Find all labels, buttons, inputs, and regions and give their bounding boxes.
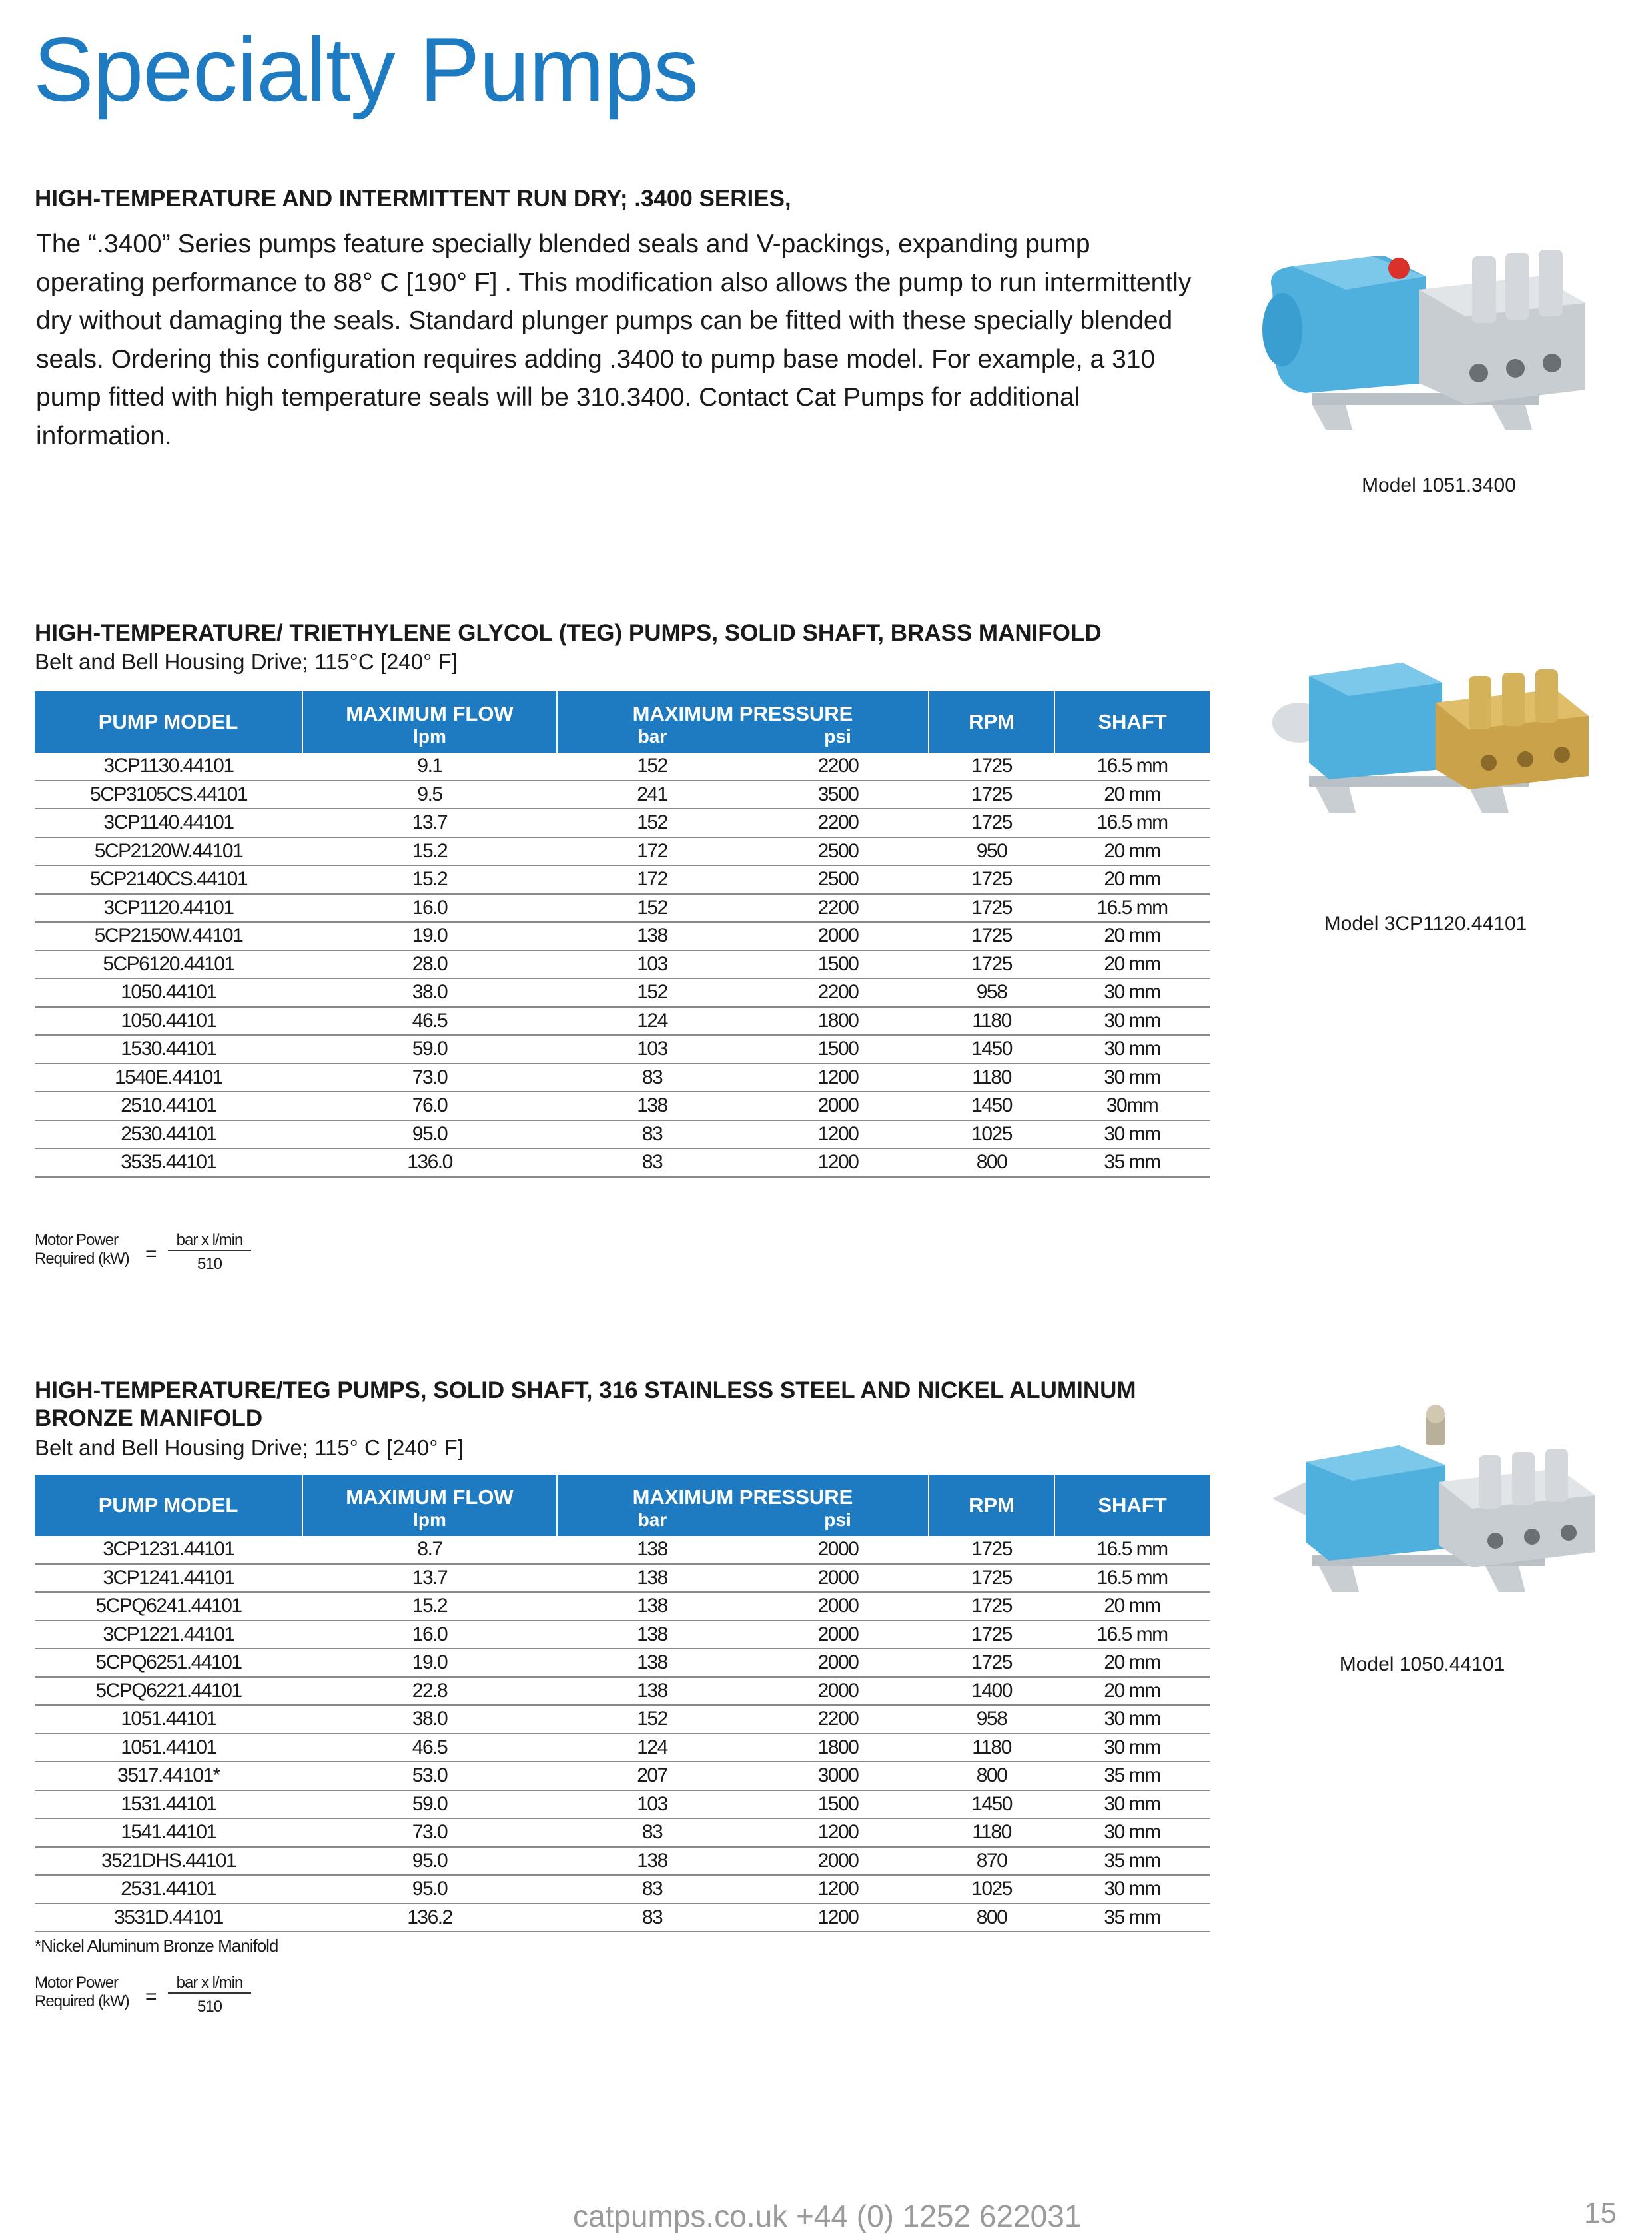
cell-pressure-bar: 152 (557, 1705, 747, 1734)
cell-pump-model: 5CPQ6241.44101 (35, 1592, 302, 1621)
cell-max-flow-lpm: 22.8 (302, 1677, 557, 1706)
section3-subheading: Belt and Bell Housing Drive; 115° C [240° F] (35, 1435, 464, 1460)
cell-max-flow-lpm: 19.0 (302, 1649, 557, 1677)
cell-pressure-psi: 1200 (747, 1904, 929, 1932)
cell-pressure-psi: 2200 (747, 894, 929, 923)
section1-image-caption: Model 1051.3400 (1362, 474, 1516, 496)
cell-max-flow-lpm: 73.0 (302, 1818, 557, 1847)
table-row (35, 1064, 1210, 1092)
formula-numerator: bar x l/min (168, 1974, 251, 1994)
cell-shaft: 30 mm (1054, 1734, 1210, 1762)
cell-shaft: 30 mm (1054, 1790, 1210, 1819)
cell-max-flow-lpm: 13.7 (302, 809, 557, 837)
table-row (35, 1092, 1210, 1120)
header-max-flow: MAXIMUM FLOW (302, 691, 557, 726)
header-rpm: RPM (929, 1475, 1054, 1536)
table-row (35, 1564, 1210, 1593)
footer-contact: catpumps.co.uk +44 (0) 1252 622031 (573, 2199, 1082, 2233)
cell-pump-model: 5CP6120.44101 (35, 950, 302, 979)
cell-rpm: 1725 (929, 753, 1054, 781)
cell-pressure-bar: 207 (557, 1762, 747, 1790)
motor-power-formula (35, 1231, 381, 1278)
cell-pump-model: 5CPQ6221.44101 (35, 1677, 302, 1706)
pump-1051-3400-image (1252, 230, 1619, 436)
cell-rpm: 958 (929, 978, 1054, 1007)
formula-label-line1: Motor Power (35, 1974, 119, 1992)
cell-pressure-bar: 152 (557, 978, 747, 1007)
section1-body: The “.3400” Series pumps feature specially blended seals and V-packings, expanding pump operating performance to 88° C [190° F] . This modification also allows the pump to run intermittently dry without damaging the seals. Standard plunger pumps can be fitted with these specially blended seals. Ordering this configuration requires adding .3400 to pump base model. For example, a 310 pump fitted with high temperature seals will be 310.3400. Contact Cat Pumps for additional information. (36, 230, 1192, 450)
header-max-pressure: MAXIMUM PRESSURE (557, 691, 929, 726)
cell-pressure-psi: 2000 (747, 1536, 929, 1564)
cell-rpm: 1450 (929, 1035, 1054, 1064)
cell-max-flow-lpm: 59.0 (302, 1790, 557, 1819)
cell-pressure-bar: 83 (557, 1148, 747, 1177)
cell-pressure-bar: 138 (557, 1092, 747, 1120)
cell-pump-model: 1050.44101 (35, 978, 302, 1007)
cell-rpm: 800 (929, 1904, 1054, 1932)
cell-max-flow-lpm: 73.0 (302, 1064, 557, 1092)
cell-pump-model: 3517.44101* (35, 1762, 302, 1790)
cell-pump-model: 1050.44101 (35, 1007, 302, 1036)
cell-shaft: 30 mm (1054, 1875, 1210, 1904)
cell-pump-model: 3CP1140.44101 (35, 809, 302, 837)
table-row (35, 1762, 1210, 1790)
cell-pressure-bar: 138 (557, 1536, 747, 1564)
cell-pump-model: 2510.44101 (35, 1092, 302, 1120)
cell-rpm: 800 (929, 1148, 1054, 1177)
formula-denominator: 510 (197, 1998, 222, 2016)
table-row (35, 1621, 1210, 1649)
formula-label-line2: Required (kW) (35, 1250, 129, 1268)
cell-pressure-bar: 152 (557, 809, 747, 837)
header-pump-model: PUMP MODEL (35, 691, 302, 753)
cell-pressure-psi: 1200 (747, 1818, 929, 1847)
section2-image-caption: Model 3CP1120.44101 (1324, 913, 1527, 934)
pump-3cp1120-image (1269, 623, 1602, 823)
cell-pressure-bar: 83 (557, 1120, 747, 1149)
table-row (35, 1120, 1210, 1149)
cell-pump-model: 3CP1120.44101 (35, 894, 302, 923)
table-row (35, 1847, 1210, 1876)
cell-pressure-psi: 1500 (747, 1790, 929, 1819)
cell-pressure-psi: 1200 (747, 1875, 929, 1904)
cell-max-flow-lpm: 8.7 (302, 1536, 557, 1564)
cell-rpm: 1450 (929, 1790, 1054, 1819)
cell-pressure-psi: 2200 (747, 1705, 929, 1734)
header-shaft: SHAFT (1054, 1475, 1210, 1536)
header-psi: psi (747, 726, 929, 753)
cell-pressure-bar: 83 (557, 1875, 747, 1904)
cell-pump-model: 3CP1221.44101 (35, 1621, 302, 1649)
cell-pressure-psi: 3500 (747, 781, 929, 809)
section3-heading: HIGH-TEMPERATURE/TEG PUMPS, SOLID SHAFT, 316 STAINLESS STEEL AND NICKEL ALUMINUM BRONZE MANIFOLD (35, 1377, 1136, 1431)
cell-shaft: 20 mm (1054, 950, 1210, 979)
cell-shaft: 30 mm (1054, 1818, 1210, 1847)
cell-pressure-bar: 124 (557, 1734, 747, 1762)
header-pump-model: PUMP MODEL (35, 1475, 302, 1536)
motor-power-formula (35, 1974, 381, 2020)
cell-rpm: 1725 (929, 1592, 1054, 1621)
section3-image-caption: Model 1050.44101 (1339, 1653, 1505, 1675)
cell-max-flow-lpm: 19.0 (302, 922, 557, 950)
table-row (35, 1875, 1210, 1904)
cell-pressure-bar: 138 (557, 1564, 747, 1593)
table-row (35, 922, 1210, 950)
cell-shaft: 20 mm (1054, 865, 1210, 894)
table-row (35, 865, 1210, 894)
header-psi: psi (747, 1509, 929, 1536)
cell-shaft: 16.5 mm (1054, 809, 1210, 837)
cell-shaft: 20 mm (1054, 837, 1210, 866)
cell-shaft: 16.5 mm (1054, 1621, 1210, 1649)
formula-label-line1: Motor Power (35, 1231, 119, 1249)
table-row (35, 1592, 1210, 1621)
cell-pressure-bar: 172 (557, 865, 747, 894)
section1-heading: HIGH-TEMPERATURE AND INTERMITTENT RUN DRY; .3400 SERIES, (35, 186, 791, 212)
cell-pump-model: 2531.44101 (35, 1875, 302, 1904)
cell-pressure-psi: 2000 (747, 1092, 929, 1120)
cell-rpm: 950 (929, 837, 1054, 866)
formula-numerator: bar x l/min (168, 1231, 251, 1251)
cell-pressure-bar: 83 (557, 1904, 747, 1932)
cell-max-flow-lpm: 95.0 (302, 1875, 557, 1904)
cell-pressure-psi: 1500 (747, 1035, 929, 1064)
cell-shaft: 20 mm (1054, 1677, 1210, 1706)
cell-shaft: 30 mm (1054, 1705, 1210, 1734)
cell-shaft: 16.5 mm (1054, 894, 1210, 923)
header-bar: bar (557, 1509, 747, 1536)
cell-pump-model: 3521DHS.44101 (35, 1847, 302, 1876)
cell-shaft: 30 mm (1054, 1007, 1210, 1036)
teg-stainless-pump-table (35, 1475, 1210, 1932)
table-row (35, 1007, 1210, 1036)
cell-max-flow-lpm: 38.0 (302, 1705, 557, 1734)
formula-label-line2: Required (kW) (35, 1992, 129, 2010)
cell-rpm: 1400 (929, 1677, 1054, 1706)
teg-brass-pump-table (35, 691, 1210, 1178)
cell-pressure-bar: 152 (557, 753, 747, 781)
cell-pressure-psi: 1800 (747, 1007, 929, 1036)
cell-pressure-psi: 2000 (747, 1847, 929, 1876)
cell-pressure-psi: 2500 (747, 865, 929, 894)
cell-pressure-psi: 2200 (747, 978, 929, 1007)
formula-denominator: 510 (197, 1255, 222, 1273)
cell-rpm: 1725 (929, 1536, 1054, 1564)
cell-pump-model: 5CP2140CS.44101 (35, 865, 302, 894)
cell-rpm: 1725 (929, 894, 1054, 923)
cell-shaft: 35 mm (1054, 1847, 1210, 1876)
cell-pump-model: 3535.44101 (35, 1148, 302, 1177)
cell-pressure-bar: 138 (557, 1677, 747, 1706)
cell-shaft: 16.5 mm (1054, 1536, 1210, 1564)
cell-rpm: 1725 (929, 865, 1054, 894)
cell-shaft: 35 mm (1054, 1762, 1210, 1790)
cell-max-flow-lpm: 76.0 (302, 1092, 557, 1120)
cell-max-flow-lpm: 13.7 (302, 1564, 557, 1593)
cell-rpm: 1180 (929, 1064, 1054, 1092)
cell-max-flow-lpm: 136.2 (302, 1904, 557, 1932)
cell-max-flow-lpm: 46.5 (302, 1007, 557, 1036)
cell-rpm: 1725 (929, 950, 1054, 979)
cell-shaft: 30 mm (1054, 978, 1210, 1007)
header-max-flow: MAXIMUM FLOW (302, 1475, 557, 1509)
cell-rpm: 1725 (929, 809, 1054, 837)
cell-pressure-bar: 152 (557, 894, 747, 923)
cell-pressure-psi: 2500 (747, 837, 929, 866)
cell-pump-model: 1540E.44101 (35, 1064, 302, 1092)
cell-pressure-bar: 103 (557, 950, 747, 979)
cell-rpm: 1180 (929, 1818, 1054, 1847)
cell-shaft: 30 mm (1054, 1064, 1210, 1092)
cell-shaft: 16.5 mm (1054, 1564, 1210, 1593)
table-row (35, 1035, 1210, 1064)
cell-pump-model: 3CP1241.44101 (35, 1564, 302, 1593)
cell-pump-model: 3CP1130.44101 (35, 753, 302, 781)
header-rpm: RPM (929, 691, 1054, 753)
table-row (35, 809, 1210, 837)
cell-shaft: 30 mm (1054, 1035, 1210, 1064)
cell-rpm: 1025 (929, 1120, 1054, 1149)
header-bar: bar (557, 726, 747, 753)
cell-rpm: 800 (929, 1762, 1054, 1790)
cell-shaft: 16.5 mm (1054, 753, 1210, 781)
cell-max-flow-lpm: 15.2 (302, 1592, 557, 1621)
cell-pressure-psi: 2000 (747, 922, 929, 950)
cell-pump-model: 1531.44101 (35, 1790, 302, 1819)
cell-rpm: 870 (929, 1847, 1054, 1876)
cell-max-flow-lpm: 9.5 (302, 781, 557, 809)
cell-shaft: 35 mm (1054, 1904, 1210, 1932)
table-row (35, 1677, 1210, 1706)
page-number: 15 (1584, 2197, 1617, 2229)
cell-pressure-psi: 1200 (747, 1148, 929, 1177)
cell-pressure-psi: 2200 (747, 753, 929, 781)
cell-rpm: 1725 (929, 922, 1054, 950)
header-shaft: SHAFT (1054, 691, 1210, 753)
cell-pump-model: 1051.44101 (35, 1705, 302, 1734)
cell-pump-model: 3CP1231.44101 (35, 1536, 302, 1564)
cell-shaft: 30mm (1054, 1092, 1210, 1120)
cell-max-flow-lpm: 53.0 (302, 1762, 557, 1790)
cell-rpm: 1725 (929, 781, 1054, 809)
cell-max-flow-lpm: 9.1 (302, 753, 557, 781)
section3-footnote: *Nickel Aluminum Bronze Manifold (35, 1936, 278, 1956)
cell-pump-model: 5CP2120W.44101 (35, 837, 302, 866)
cell-pump-model: 1541.44101 (35, 1818, 302, 1847)
cell-max-flow-lpm: 16.0 (302, 894, 557, 923)
cell-rpm: 1025 (929, 1875, 1054, 1904)
table-row (35, 1705, 1210, 1734)
cell-pressure-bar: 83 (557, 1818, 747, 1847)
cell-pressure-psi: 1200 (747, 1064, 929, 1092)
cell-pressure-bar: 138 (557, 922, 747, 950)
cell-pump-model: 5CPQ6251.44101 (35, 1649, 302, 1677)
cell-rpm: 1725 (929, 1621, 1054, 1649)
cell-pump-model: 1530.44101 (35, 1035, 302, 1064)
table-row (35, 1536, 1210, 1564)
cell-pressure-bar: 241 (557, 781, 747, 809)
cell-max-flow-lpm: 136.0 (302, 1148, 557, 1177)
header-max-pressure: MAXIMUM PRESSURE (557, 1475, 929, 1509)
header-lpm: lpm (302, 1509, 557, 1536)
cell-rpm: 1725 (929, 1564, 1054, 1593)
cell-max-flow-lpm: 15.2 (302, 865, 557, 894)
cell-shaft: 20 mm (1054, 1592, 1210, 1621)
page-title: Specialty Pumps (33, 19, 698, 120)
cell-rpm: 958 (929, 1705, 1054, 1734)
cell-rpm: 1180 (929, 1734, 1054, 1762)
table-row (35, 1734, 1210, 1762)
pump-1050-image (1266, 1402, 1605, 1602)
cell-pressure-psi: 2000 (747, 1677, 929, 1706)
cell-max-flow-lpm: 95.0 (302, 1120, 557, 1149)
section2-subheading: Belt and Bell Housing Drive; 115°C [240° F] (35, 649, 458, 674)
cell-max-flow-lpm: 59.0 (302, 1035, 557, 1064)
cell-pressure-bar: 138 (557, 1592, 747, 1621)
cell-pressure-psi: 3000 (747, 1762, 929, 1790)
table-row (35, 781, 1210, 809)
header-lpm: lpm (302, 726, 557, 753)
cell-pressure-psi: 1200 (747, 1120, 929, 1149)
cell-pump-model: 5CP3105CS.44101 (35, 781, 302, 809)
cell-shaft: 20 mm (1054, 1649, 1210, 1677)
cell-max-flow-lpm: 15.2 (302, 837, 557, 866)
cell-max-flow-lpm: 38.0 (302, 978, 557, 1007)
cell-pressure-bar: 83 (557, 1064, 747, 1092)
cell-pressure-psi: 2000 (747, 1649, 929, 1677)
formula-equals: = (145, 1243, 157, 1265)
table-row (35, 1904, 1210, 1932)
cell-shaft: 20 mm (1054, 922, 1210, 950)
table-row (35, 1148, 1210, 1177)
cell-pressure-psi: 1500 (747, 950, 929, 979)
cell-pump-model: 5CP2150W.44101 (35, 922, 302, 950)
cell-pressure-bar: 138 (557, 1847, 747, 1876)
table-row (35, 1790, 1210, 1819)
table-row (35, 837, 1210, 866)
table-row (35, 1649, 1210, 1677)
section2-heading: HIGH-TEMPERATURE/ TRIETHYLENE GLYCOL (TEG) PUMPS, SOLID SHAFT, BRASS MANIFOLD (35, 620, 1102, 646)
cell-pressure-psi: 2000 (747, 1564, 929, 1593)
cell-pressure-bar: 172 (557, 837, 747, 866)
cell-pump-model: 2530.44101 (35, 1120, 302, 1149)
cell-pressure-psi: 1800 (747, 1734, 929, 1762)
cell-max-flow-lpm: 46.5 (302, 1734, 557, 1762)
cell-pressure-bar: 138 (557, 1649, 747, 1677)
table-row (35, 894, 1210, 923)
cell-pressure-psi: 2000 (747, 1592, 929, 1621)
cell-pressure-bar: 103 (557, 1790, 747, 1819)
cell-rpm: 1180 (929, 1007, 1054, 1036)
cell-pressure-bar: 103 (557, 1035, 747, 1064)
table-row (35, 978, 1210, 1007)
cell-max-flow-lpm: 16.0 (302, 1621, 557, 1649)
cell-max-flow-lpm: 95.0 (302, 1847, 557, 1876)
table-row (35, 1818, 1210, 1847)
table-row (35, 950, 1210, 979)
formula-equals: = (145, 1986, 157, 2008)
cell-shaft: 30 mm (1054, 1120, 1210, 1149)
cell-max-flow-lpm: 28.0 (302, 950, 557, 979)
cell-shaft: 35 mm (1054, 1148, 1210, 1177)
cell-pressure-bar: 138 (557, 1621, 747, 1649)
cell-shaft: 20 mm (1054, 781, 1210, 809)
cell-rpm: 1725 (929, 1649, 1054, 1677)
cell-pressure-psi: 2200 (747, 809, 929, 837)
cell-pump-model: 3531D.44101 (35, 1904, 302, 1932)
cell-pressure-bar: 124 (557, 1007, 747, 1036)
table-row (35, 753, 1210, 781)
cell-pump-model: 1051.44101 (35, 1734, 302, 1762)
cell-pressure-psi: 2000 (747, 1621, 929, 1649)
cell-rpm: 1450 (929, 1092, 1054, 1120)
